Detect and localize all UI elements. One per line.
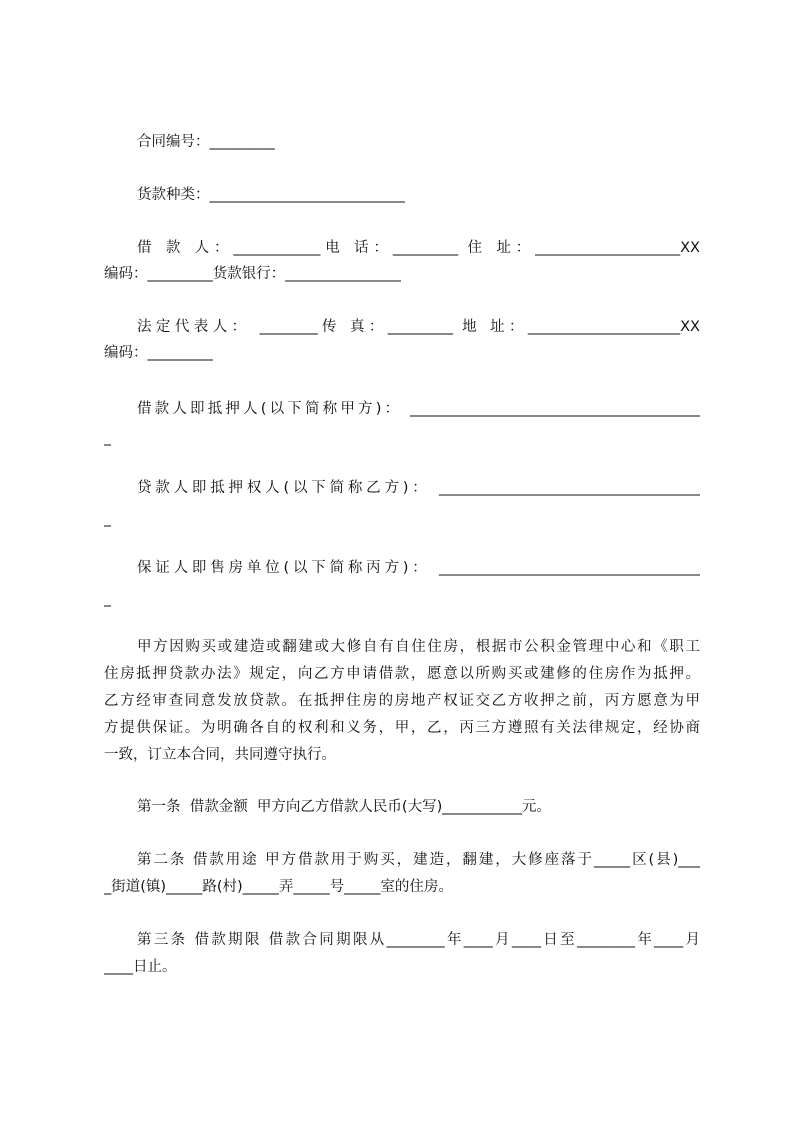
legal-rep-info-line: 法定代表人： ________传 真：_________ 地 址：_____________________XX — [137, 319, 700, 335]
party-a-line-2: _ — [104, 430, 112, 446]
borrower-info-line-2: 编码：_________货款银行：________________ — [104, 266, 402, 282]
legal-rep-info-line-2: 编码：_________ — [104, 345, 213, 361]
party-c-line-2: _ — [104, 591, 112, 607]
preamble-line: 乙方经审查同意发放贷款。在抵押住房的房地产权证交乙方收押之前，丙方愿意为甲 — [104, 693, 700, 709]
preamble-line: 甲方因购买或建造或翻建或大修自有自住住房，根据市公积金管理中心和《职工 — [137, 639, 700, 655]
contract-number-field: 合同编号：_________ — [137, 134, 275, 150]
party-b-line-2: _ — [104, 511, 112, 527]
article-3: 第三条 借款期限 借款合同期限从________年____月____日至________年____月 — [137, 932, 700, 948]
party-a-line: 借款人即抵押人(以下简称甲方)： ________________________________________ — [137, 401, 700, 417]
article-2: 第二条 借款用途 甲方借款用于购买，建造，翻建，大修座落于_____区(县)___ — [137, 852, 700, 868]
loan-type-field: 货款种类：___________________________ — [137, 187, 406, 203]
preamble-line: 住房抵押贷款办法》规定，向乙方申请借款，愿意以所购买或建修的住房作为抵押。 — [104, 666, 700, 682]
article-3-line-2: ____日止。 — [104, 959, 177, 975]
party-b-line: 贷款人即抵押权人(以下简称乙方)： ____________________________________ — [137, 480, 700, 496]
preamble-line: 一致，订立本合同，共同遵守执行。 — [104, 747, 336, 763]
article-1: 第一条 借款金额 甲方向乙方借款人民币(大写)___________元。 — [137, 799, 551, 815]
article-2-line-2: _街道(镇)_____路(村)_____弄_____号_____室的住房。 — [104, 879, 453, 895]
borrower-info-line: 借 款 人：____________电 话：_________ 住 址：____________________XX — [137, 240, 700, 256]
party-c-line: 保证人即售房单位(以下简称丙方)： ____________________________________ — [137, 560, 700, 576]
preamble-line: 方提供保证。为明确各自的权利和义务，甲，乙，丙三方遵照有关法律规定，经协商 — [104, 720, 700, 736]
